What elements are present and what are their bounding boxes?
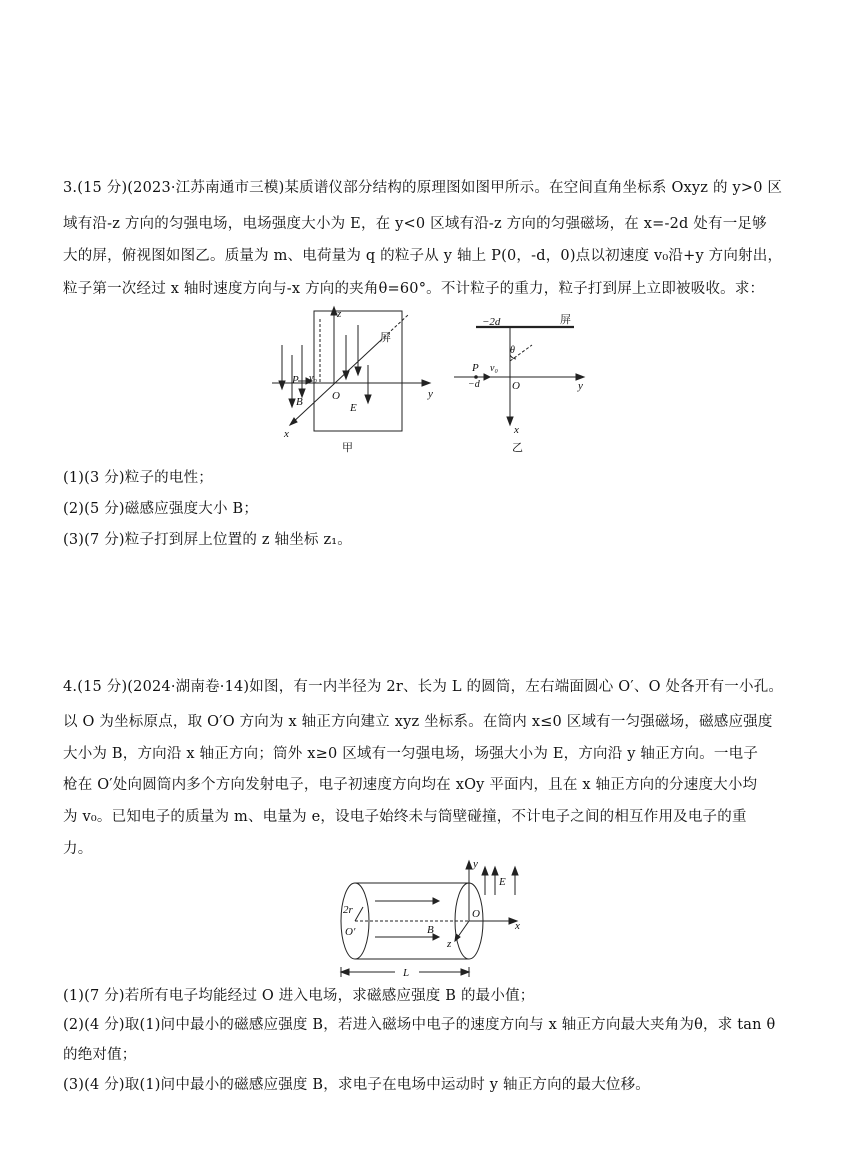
figure-yi [450,305,600,455]
problem3-question-3: (3)(7 分)粒子打到屏上位置的 z 轴坐标 z₁。 [63,532,353,548]
fig-yi-theta-label: θ [510,345,515,356]
problem4-stem-line-2: 以 O 为坐标原点，取 O′O 方向为 x 轴正方向建立 xyz 坐标系。在筒内 x≤0 区域有一匀强磁场，磁感应强度 [63,714,773,730]
problem3-stem-line-1: 3.(15 分)(2023·江苏南通市三模)某质谱仪部分结构的原理图如图甲所示。在空间直角坐标系 Oxyz 的 y>0 区 [63,180,783,196]
problem3-stem-line-2: 域有沿-z 方向的匀强电场，电场强度大小为 E，在 y<0 区域有沿-z 方向的匀强磁场，在 x=-2d 处有一足够 [63,216,767,232]
fig4-O-label: O [472,908,480,920]
problem4-question-2: (2)(4 分)取(1)问中最小的磁感应强度 B，若进入磁场中电子的速度方向与 x 轴正方向最大夹角为θ，求 tan θ [63,1017,776,1033]
problem4-stem-line-6: 力。 [63,841,93,857]
problem3-stem-line-4: 粒子第一次经过 x 轴时速度方向与-x 方向的夹角θ=60°。不计粒子的重力，粒子打到屏上立即被吸收。求： [63,281,765,297]
problem4-stem-line-1: 4.(15 分)(2024·湖南卷·14)如图，有一内半径为 2r、长为 L 的圆筒，左右端面圆心 O′、O 处各开有一小孔。 [63,679,784,695]
fig4-2r-label: 2r [343,904,353,916]
fig-jia-screen-label: 屏 [380,332,391,344]
fig-jia-O-label: O [332,390,340,402]
problem4-question-1: (1)(7 分)若所有电子均能经过 O 进入电场，求磁感应强度 B 的最小值； [63,988,535,1004]
fig-jia-v0-label: v₀ [309,373,317,384]
problem3-stem-line-3: 大的屏，俯视图如图乙。质量为 m、电荷量为 q 的粒子从 y 轴上 P(0，-d，0)点以初速度 v₀沿+y 方向射出， [63,248,783,264]
fig-jia-B-label: B [296,396,303,408]
fig-yi-minus2d-label: −2d [482,316,501,328]
fig-yi-v0-label: v₀ [490,363,498,374]
fig4-B-label: B [427,924,434,936]
fig-yi-P-label: P [472,362,479,374]
problem4-question-3: (3)(4 分)取(1)问中最小的磁感应强度 B，求电子在电场中运动时 y 轴正方向的最大位移。 [63,1077,650,1093]
fig4-y-label: y [473,858,478,870]
fig4-Oprime-label: O′ [345,926,356,938]
fig-jia-x-label: x [284,428,289,440]
problem4-question-2-cont: 的绝对值； [63,1047,137,1063]
problem3-question-1: (1)(3 分)粒子的电性； [63,470,213,486]
fig-jia-P-label: P [292,374,299,386]
problem4-stem-line-5: 为 v₀。已知电子的质量为 m、电量为 e，设电子始终未与筒壁碰撞，不计电子之间的相互作用及电子的重 [63,809,747,825]
fig-jia-z-label: z [337,308,342,320]
fig4-x-label: x [515,920,520,932]
fig4-E-label: E [499,876,506,888]
problem3-question-2: (2)(5 分)磁感应强度大小 B； [63,501,259,517]
fig-yi-caption: 乙 [512,442,523,454]
problem4-stem-line-4: 枪在 O′处向圆筒内多个方向发射电子，电子初速度方向均在 xOy 平面内，且在 x 轴正方向的分速度大小均 [63,777,758,793]
fig-yi-x-label: x [514,424,519,436]
fig-yi-screen-label: 屏 [560,314,571,326]
fig-yi-minusd-label: −d [468,379,480,390]
fig4-L-label: L [403,967,410,979]
problem4-stem-line-3: 大小为 B，方向沿 x 轴正方向；筒外 x≥0 区域有一匀强电场，场强大小为 E，方向沿 y 轴正方向。一电子 [63,746,759,762]
fig-yi-O-label: O [512,380,520,392]
fig-jia-E-label: E [350,402,357,414]
fig4-z-label: z [447,938,452,950]
fig-yi-y-label: y [578,380,583,392]
fig-jia-y-label: y [428,388,433,400]
figure-jia [268,305,448,455]
fig-jia-caption: 甲 [342,442,353,454]
figure-cylinder [335,855,545,980]
